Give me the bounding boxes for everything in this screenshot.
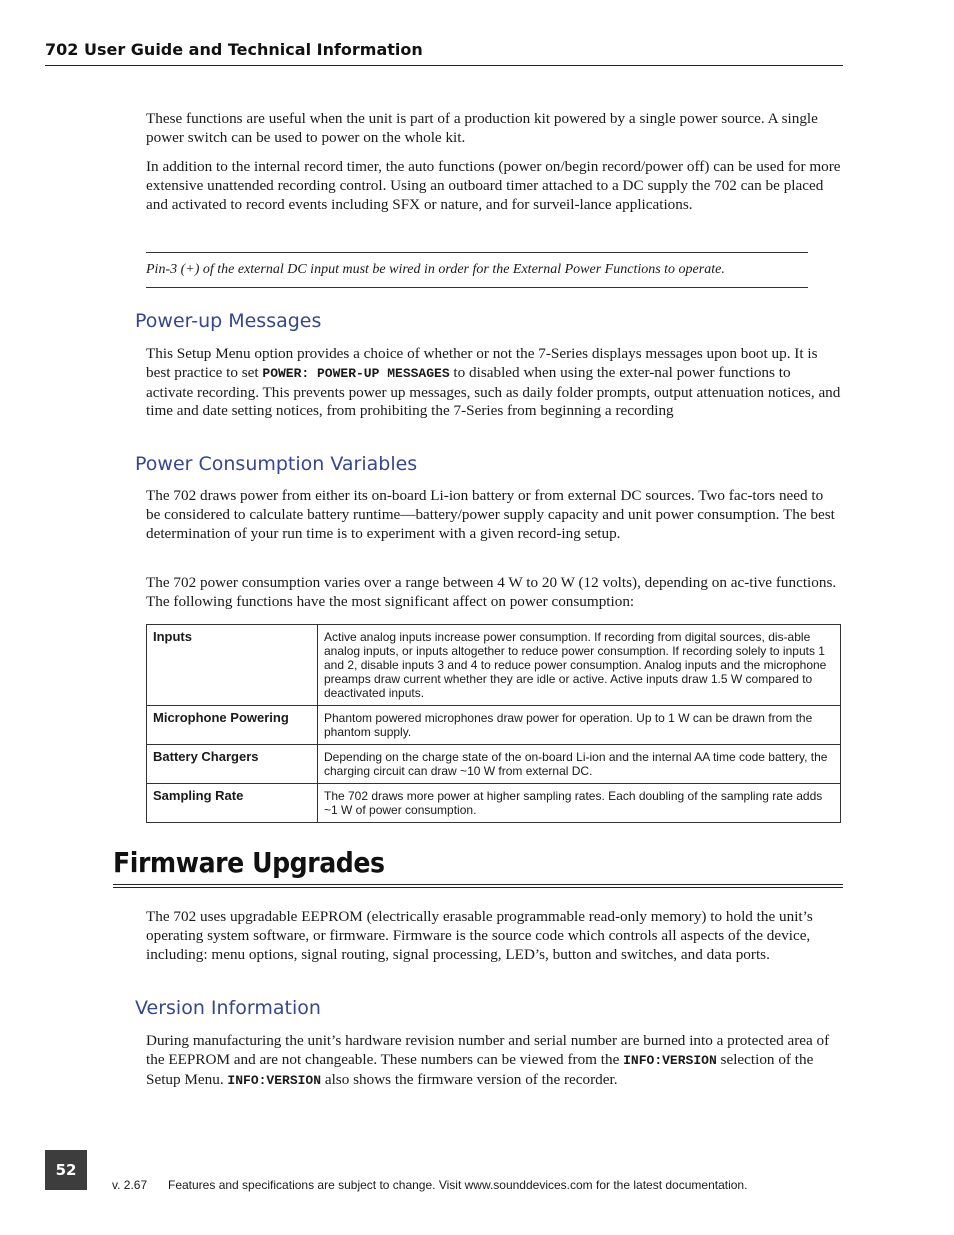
power-consumption-heading: Power Consumption Variables xyxy=(135,453,418,475)
table-row xyxy=(147,745,841,784)
firmware-heading-rule-2 xyxy=(113,887,843,888)
power-consumption-table xyxy=(146,624,841,823)
info-version-code-2: INFO:VERSION xyxy=(227,1072,322,1088)
power-up-text-after: to disabled when using the exter-nal power functions to activate recording. This prevents power up messages, such as daily folder prompts, output attenuation notices, and time and date setting notices, from prohibiting the 7-Series from beginning a recording xyxy=(146,363,841,420)
version-information-paragraph xyxy=(146,1032,841,1090)
page-header-title: 702 User Guide and Technical Information xyxy=(45,40,423,59)
note-bottom-rule xyxy=(146,287,808,288)
power-consumption-paragraph-2: The 702 power consumption varies over a range between 4 W to 20 W (12 volts), depending on ac-tive functions. The following functions have the most significant affect on power consumption: xyxy=(146,574,837,610)
firmware-upgrades-heading: Firmware Upgrades xyxy=(113,846,385,879)
version-text-3: also shows the firmware version of the recorder. xyxy=(321,1070,618,1088)
footer-version: v. 2.67 xyxy=(112,1178,148,1192)
table-row xyxy=(147,784,841,823)
table-row-description: Depending on the charge state of the on-board Li-ion and the internal AA time code battery, the charging circuit can draw ~10 W from external DC. xyxy=(318,745,841,784)
table-row-description: The 702 draws more power at higher sampling rates. Each doubling of the sampling rate adds ~1 W of power consumption. xyxy=(318,784,841,823)
header-divider xyxy=(45,65,843,66)
table-row xyxy=(147,625,841,706)
firmware-paragraph: The 702 uses upgradable EEPROM (electrically erasable programmable read-only memory) to hold the unit’s operating system software, or firmware. Firmware is the source code which controls all aspects of the device, including: menu options, signal routing, signal processing, LED’s, button and switches, and data ports. xyxy=(146,908,813,963)
power-consumption-paragraph-1: The 702 draws power from either its on-board Li-ion battery or from external DC sources. Two fac-tors need to be considered to calculate battery runtime—battery/power supply capacity and unit power consumption. The best determination of your run time is to experiment with a given record-ing setup. xyxy=(146,487,835,542)
table-row-label: Sampling Rate xyxy=(147,784,318,823)
table-row-label: Inputs xyxy=(147,625,318,706)
table-row-description: Phantom powered microphones draw power for operation. Up to 1 W can be drawn from the phantom supply. xyxy=(318,706,841,745)
version-text-2: selection of the Setup Menu. xyxy=(146,1050,814,1088)
page-number: 52 xyxy=(45,1150,87,1190)
intro-paragraph-2: In addition to the internal record timer, the auto functions (power on/begin record/power off) can be used for more extensive unattended recording control. Using an outboard timer attached to a DC supply the 702 can be placed and activated to record events including SFX or nature, and for surveil-lance applications. xyxy=(146,158,841,213)
table-row xyxy=(147,706,841,745)
version-information-heading: Version Information xyxy=(135,997,321,1019)
table-row-label: Battery Chargers xyxy=(147,745,318,784)
note-text: Pin-3 (+) of the external DC input must be wired in order for the External Power Functions to operate. xyxy=(146,262,725,277)
version-text-1: During manufacturing the unit’s hardware revision number and serial number are burned into a protected area of the EEPROM and are not changeable. These numbers can be viewed from the xyxy=(146,1032,830,1068)
info-version-code-1: INFO:VERSION xyxy=(623,1052,717,1068)
table-row-label: Microphone Powering xyxy=(147,706,318,745)
firmware-heading-rule-1 xyxy=(113,884,843,885)
power-up-paragraph xyxy=(146,345,841,421)
power-up-menu-code: POWER: POWER-UP MESSAGES xyxy=(262,365,450,381)
note-top-rule xyxy=(146,252,808,253)
power-up-heading: Power-up Messages xyxy=(135,310,322,332)
power-up-text-before: This Setup Menu option provides a choice of whether or not the 7-Series displays messages upon boot up. It is best practice to set xyxy=(146,345,818,381)
footer-note: Features and specifications are subject to change. Visit www.sounddevices.com for the latest documentation. xyxy=(168,1178,748,1192)
table-row-description: Active analog inputs increase power consumption. If recording from digital sources, dis-able analog inputs, or inputs altogether to reduce power consumption. If recording solely to inputs 1 and 2, disable inputs 3 and 4 to reduce power consumption. Analog inputs and the microphone preamps draw current whether they are idle or active. Active inputs draw 1.5 W compared to deactivated inputs. xyxy=(318,625,841,706)
intro-paragraph-1: These functions are useful when the unit is part of a production kit powered by a single power source. A single power switch can be used to power on the whole kit. xyxy=(146,110,818,146)
